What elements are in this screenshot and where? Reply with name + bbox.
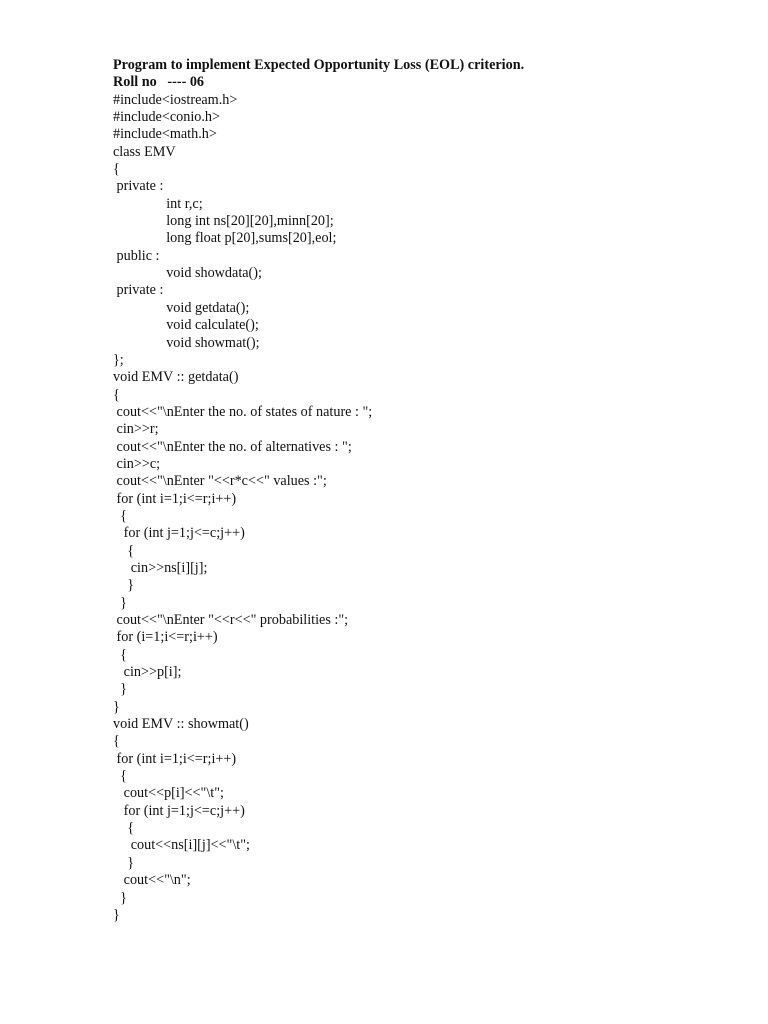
code-line: class EMV: [113, 143, 176, 160]
code-line: }: [113, 698, 120, 715]
code-line: cout<<"\nEnter the no. of states of nature : ";: [113, 403, 373, 420]
code-line: private :: [113, 178, 164, 195]
code-line: void EMV :: getdata(): [113, 369, 239, 386]
code-line: for (i=1;i<=r;i++): [113, 629, 218, 646]
code-line: }: [113, 906, 120, 923]
code-line: {: [113, 507, 127, 524]
code-line: {: [113, 733, 120, 750]
code-line: {: [113, 646, 127, 663]
code-line: void showmat();: [113, 334, 260, 351]
code-line: for (int i=1;i<=r;i++): [113, 750, 237, 767]
code-line: }: [113, 577, 134, 594]
code-line: private :: [113, 282, 164, 299]
code-line: {: [113, 768, 127, 785]
code-line: for (int j=1;j<=c;j++): [113, 802, 245, 819]
code-line: cin>>ns[i][j];: [113, 559, 208, 576]
code-line: cout<<"\n";: [113, 872, 191, 889]
code-line: cout<<p[i]<<"\t";: [113, 785, 224, 802]
code-line: }: [113, 594, 127, 611]
document-heading: Program to implement Expected Opportunity Loss (EOL) criterion.: [113, 57, 525, 73]
code-listing: [113, 92, 733, 925]
code-line: long int ns[20][20],minn[20];: [113, 213, 334, 230]
code-line: int r,c;: [113, 195, 203, 212]
code-line: {: [113, 161, 120, 178]
code-line: void EMV :: showmat(): [113, 716, 249, 733]
code-line: };: [113, 351, 124, 368]
code-line: cout<<"\nEnter "<<r*c<<" values :";: [113, 473, 327, 490]
code-line: }: [113, 889, 127, 906]
code-line: for (int j=1;j<=c;j++): [113, 525, 245, 542]
code-line: cin>>p[i];: [113, 664, 182, 681]
code-line: #include<iostream.h>: [113, 91, 238, 108]
code-line: #include<conio.h>: [113, 109, 221, 126]
code-line: cin>>c;: [113, 455, 161, 472]
code-line: void getdata();: [113, 299, 250, 316]
code-line: #include<math.h>: [113, 126, 217, 143]
code-line: }: [113, 854, 134, 871]
roll-number: Roll no ---- 06: [113, 74, 205, 91]
code-line: void showdata();: [113, 265, 262, 282]
code-line: void calculate();: [113, 317, 259, 334]
code-line: {: [113, 820, 134, 837]
code-line: cout<<"\nEnter "<<r<<" probabilities :";: [113, 612, 349, 628]
code-line: }: [113, 681, 127, 698]
code-line: long float p[20],sums[20],eol;: [113, 230, 337, 247]
document-body: [113, 57, 733, 924]
code-line: {: [113, 542, 134, 559]
code-line: {: [113, 386, 120, 403]
code-line: public :: [113, 247, 160, 264]
code-line: cout<<ns[i][j]<<"\t";: [113, 837, 250, 854]
code-line: cin>>r;: [113, 421, 159, 438]
code-line: for (int i=1;i<=r;i++): [113, 490, 237, 507]
code-line: cout<<"\nEnter the no. of alternatives : ";: [113, 438, 352, 455]
